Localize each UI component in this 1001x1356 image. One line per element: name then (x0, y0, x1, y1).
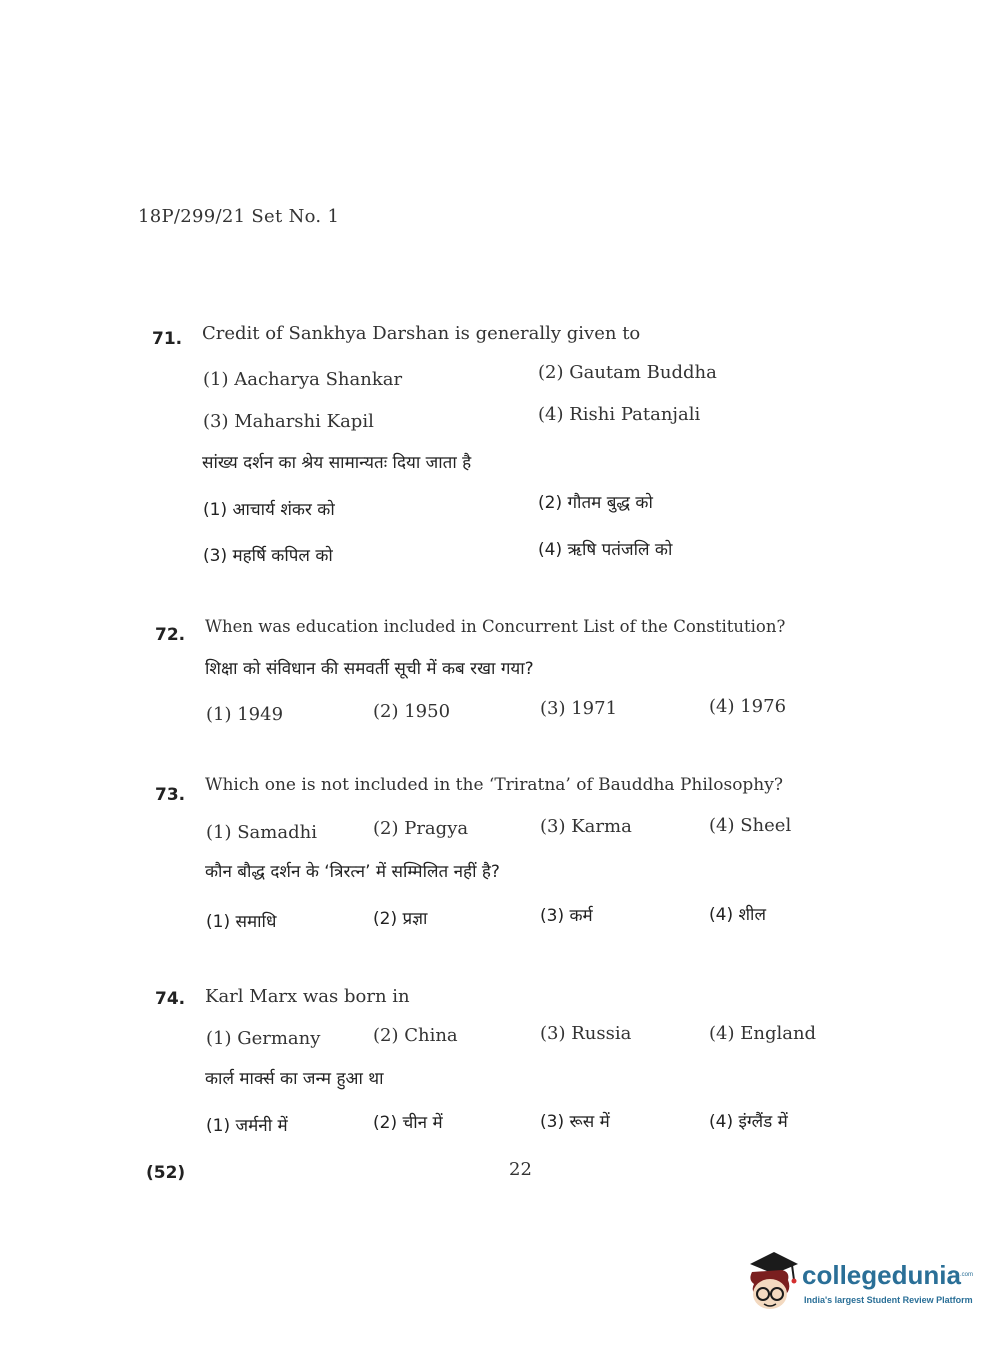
question-73-option-2-hi: (2) प्रज्ञा (373, 909, 428, 929)
watermark-suffix: .com (960, 1272, 974, 1278)
mascot-icon (744, 1250, 800, 1314)
question-73-option-4-hi: (4) शील (709, 905, 766, 925)
question-73-option-2-en: (2) Pragya (373, 818, 469, 839)
question-74-option-4-hi: (4) इंग्लैंड में (709, 1112, 788, 1132)
page-number: 22 (509, 1159, 532, 1180)
question-72-number: 72. (155, 625, 186, 645)
question-74-number: 74. (155, 989, 186, 1009)
question-71-option-2-hi: (2) गौतम बुद्ध को (538, 493, 653, 513)
question-71-text-hi: सांख्य दर्शन का श्रेय सामान्यतः दिया जाता है (202, 453, 472, 473)
question-74-option-1-hi: (1) जर्मनी में (206, 1116, 288, 1136)
question-73-option-1-hi: (1) समाधि (206, 912, 277, 932)
question-71-option-4-hi: (4) ऋषि पतंजलि को (538, 540, 673, 560)
question-73-number: 73. (155, 785, 186, 805)
question-74-option-1-en: (1) Germany (206, 1028, 321, 1049)
question-74-text-en: Karl Marx was born in (205, 986, 410, 1007)
question-74-option-3-hi: (3) रूस में (540, 1112, 610, 1132)
set-code-header: 18P/299/21 Set No. 1 (138, 206, 340, 227)
question-74-option-2-hi: (2) चीन में (373, 1113, 443, 1133)
collegedunia-watermark (744, 1250, 974, 1320)
watermark-tagline: India's largest Student Review Platform (804, 1295, 973, 1305)
question-71-text-en: Credit of Sankhya Darshan is generally given to (202, 323, 641, 344)
question-71-option-2-en: (2) Gautam Buddha (538, 362, 717, 383)
question-71-option-3-hi: (3) महर्षि कपिल को (203, 546, 333, 566)
question-73-option-3-en: (3) Karma (540, 816, 632, 837)
booklet-code: (52) (146, 1163, 186, 1183)
question-73-option-1-en: (1) Samadhi (206, 822, 317, 843)
question-71-number: 71. (152, 329, 183, 349)
question-72-option-2: (2) 1950 (373, 701, 451, 722)
question-72-text-en: When was education included in Concurrent List of the Constitution? (205, 617, 786, 636)
question-73-option-4-en: (4) Sheel (709, 815, 792, 836)
question-71-option-1-hi: (1) आचार्य शंकर को (203, 500, 335, 520)
question-72-option-4: (4) 1976 (709, 696, 787, 717)
question-74-text-hi: कार्ल मार्क्स का जन्म हुआ था (205, 1069, 384, 1089)
question-72-option-3: (3) 1971 (540, 698, 618, 719)
question-71-option-3-en: (3) Maharshi Kapil (203, 411, 374, 432)
question-73-option-3-hi: (3) कर्म (540, 906, 593, 926)
question-72-option-1: (1) 1949 (206, 704, 284, 725)
question-73-text-en: Which one is not included in the ‘Triratna’ of Bauddha Philosophy? (205, 775, 783, 795)
watermark-brand: collegedunia (802, 1260, 961, 1290)
question-71-option-1-en: (1) Aacharya Shankar (203, 369, 403, 390)
question-71-option-4-en: (4) Rishi Patanjali (538, 404, 701, 425)
question-72-text-hi: शिक्षा को संविधान की समवर्ती सूची में कब रखा गया? (205, 659, 534, 679)
question-74-option-3-en: (3) Russia (540, 1023, 632, 1044)
question-73-text-hi: कौन बौद्ध दर्शन के ‘त्रिरत्न’ में सम्मिलित नहीं है? (205, 862, 500, 882)
question-74-option-2-en: (2) China (373, 1025, 458, 1046)
question-74-option-4-en: (4) England (709, 1023, 817, 1044)
